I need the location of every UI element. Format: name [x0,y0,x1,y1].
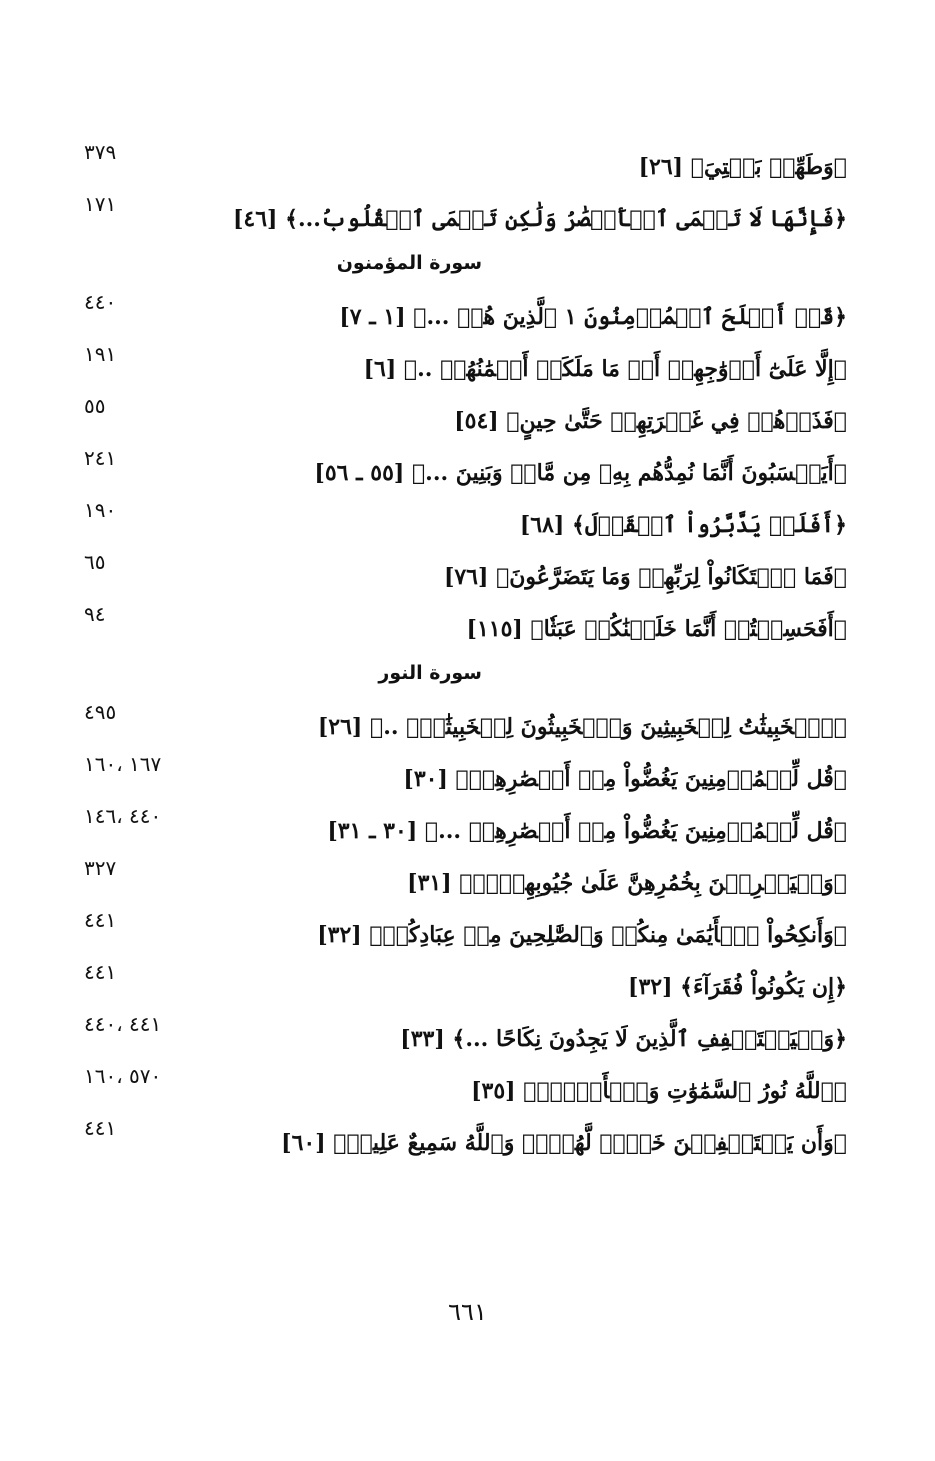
index-row [60,394,847,446]
verse-text: ﴿فَمَا ٱسۡتَكَانُواْ لِرَبِّهِمۡ وَمَا يَتَضَرَّعُونَ﴾ [٧٦] [443,564,847,590]
verse-text: ﴿فَإِنَّهَا لَا تَعۡمَى ٱلۡأَبۡصَٰرُ وَلَٰكِن تَعۡمَى ٱلۡقُلُوبُ...﴾ [٤٦] [232,206,847,232]
page-refs: ٤٤٠ ،١٤٦ [84,804,162,828]
verse-text: ﴿قَدۡ أَفۡلَحَ ٱلۡمُؤۡمِنُونَ ١ ٱلَّذِينَ هُمۡ ...﴾ [١ ـ ٧] [339,304,847,330]
verse-text: ﴿وَلۡيَضۡرِبۡنَ بِخُمُرِهِنَّ عَلَىٰ جُيُوبِهِنَّۖ﴾ [٣١] [407,870,847,896]
surah-heading-nur [60,654,847,700]
index-row [60,342,847,394]
page-refs: ٩٤ [84,602,106,626]
page-refs: ٦٥ [84,550,106,574]
verse-text: ﴿ٱللَّهُ نُورُ ٱلسَّمَٰوَٰتِ وَٱلۡأَرۡضِۚ﴾ [٣٥] [471,1078,847,1104]
index-row [60,856,847,908]
index-row [60,140,847,192]
page-refs: ٤٤١ ،٤٤٠ [84,1012,162,1036]
page-refs: ٣٢٧ [84,856,117,880]
index-row [60,290,847,342]
page-refs: ١٩٠ [84,498,117,522]
page-number: ٦٦١ [448,1298,487,1326]
verse-text: ﴿ٱلۡخَبِيثَٰتُ لِلۡخَبِيثِينَ وَٱلۡخَبِيثُونَ لِلۡخَبِيثَٰتِۖ ..﴾ [٢٦] [317,714,847,740]
surah-heading-muminun [60,244,847,290]
index-row [60,602,847,654]
index-row [60,1116,847,1168]
page-refs: ١٧١ [84,192,117,216]
verse-text: ﴿قُل لِّلۡمُؤۡمِنِينَ يَغُضُّواْ مِنۡ أَبۡصَٰرِهِمۡ﴾ [٣٠] [403,766,847,792]
verse-text: ﴿أَفَلَمۡ يَدَّبَّرُواْ ٱلۡقَوۡلَ﴾ [٦٨] [519,512,847,538]
index-row [60,960,847,1012]
verse-index [60,140,847,1168]
index-row [60,1012,847,1064]
page-refs: ٥٧٠ ،١٦٠ [84,1064,162,1088]
verse-text: ﴿وَأَنكِحُواْ ٱلۡأَيَٰمَىٰ مِنكُمۡ وَٱلصَّٰلِحِينَ مِنۡ عِبَادِكُمۡ﴾ [٣٢] [317,922,847,948]
index-row [60,700,847,752]
index-row [60,498,847,550]
verse-text: ﴿أَفَحَسِبۡتُمۡ أَنَّمَا خَلَقۡنَٰكُمۡ عَبَثٗا﴾ [١١٥] [466,616,847,642]
page-refs: ٤٤٠ [84,290,117,314]
surah-title: سورة المؤمنون [336,252,482,274]
verse-text: ﴿وَطَهِّرۡ بَيۡتِيَ﴾ [٢٦] [638,154,847,180]
page-refs: ١٦٧ ،١٦٠ [84,752,162,776]
verse-text: ﴿إِن يَكُونُواْ فُقَرَآءَ﴾ [٣٢] [628,974,847,1000]
page-refs: ٤٩٥ [84,700,117,724]
page-refs: ٤٤١ [84,960,117,984]
page-refs: ٣٧٩ [84,140,117,164]
verse-text: ﴿أَيَحۡسَبُونَ أَنَّمَا نُمِدُّهُم بِهِۦ مِن مَّالٖ وَبَنِينَ ...﴾ [٥٥ ـ ٥٦] [314,460,847,486]
page-refs: ١٩١ [84,342,117,366]
page-refs: ٢٤١ [84,446,117,470]
page-refs: ٥٥ [84,394,106,418]
surah-title: سورة النور [378,662,482,684]
index-row [60,192,847,244]
index-row [60,1064,847,1116]
index-row [60,752,847,804]
verse-text: ﴿قُل لِّلۡمُؤۡمِنِينَ يَغُضُّواْ مِنۡ أَبۡصَٰرِهِمۡ ...﴾ [٣٠ ـ ٣١] [327,818,847,844]
index-row [60,550,847,602]
divider [200,1272,740,1273]
verse-text: ﴿فَذَرۡهُمۡ فِي غَمۡرَتِهِمۡ حَتَّىٰ حِينٍ﴾ [٥٤] [454,408,847,434]
verse-text: ﴿وَأَن يَسۡتَعۡفِفۡنَ خَيۡرٞ لَّهُنَّۗ وَٱللَّهُ سَمِيعٌ عَلِيمٞ﴾ [٦٠] [281,1130,847,1156]
index-row [60,908,847,960]
page-refs: ٤٤١ [84,908,117,932]
page-refs: ٤٤١ [84,1116,117,1140]
verse-text: ﴿وَلۡيَسۡتَعۡفِفِ ٱلَّذِينَ لَا يَجِدُونَ نِكَاحًا ...﴾ [٣٣] [400,1026,847,1052]
index-row [60,446,847,498]
index-row [60,804,847,856]
verse-text: ﴿إِلَّا عَلَىٰٓ أَزۡوَٰجِهِمۡ أَوۡ مَا مَلَكَتۡ أَيۡمَٰنُهُمۡ ..﴾ [٦] [363,356,847,382]
